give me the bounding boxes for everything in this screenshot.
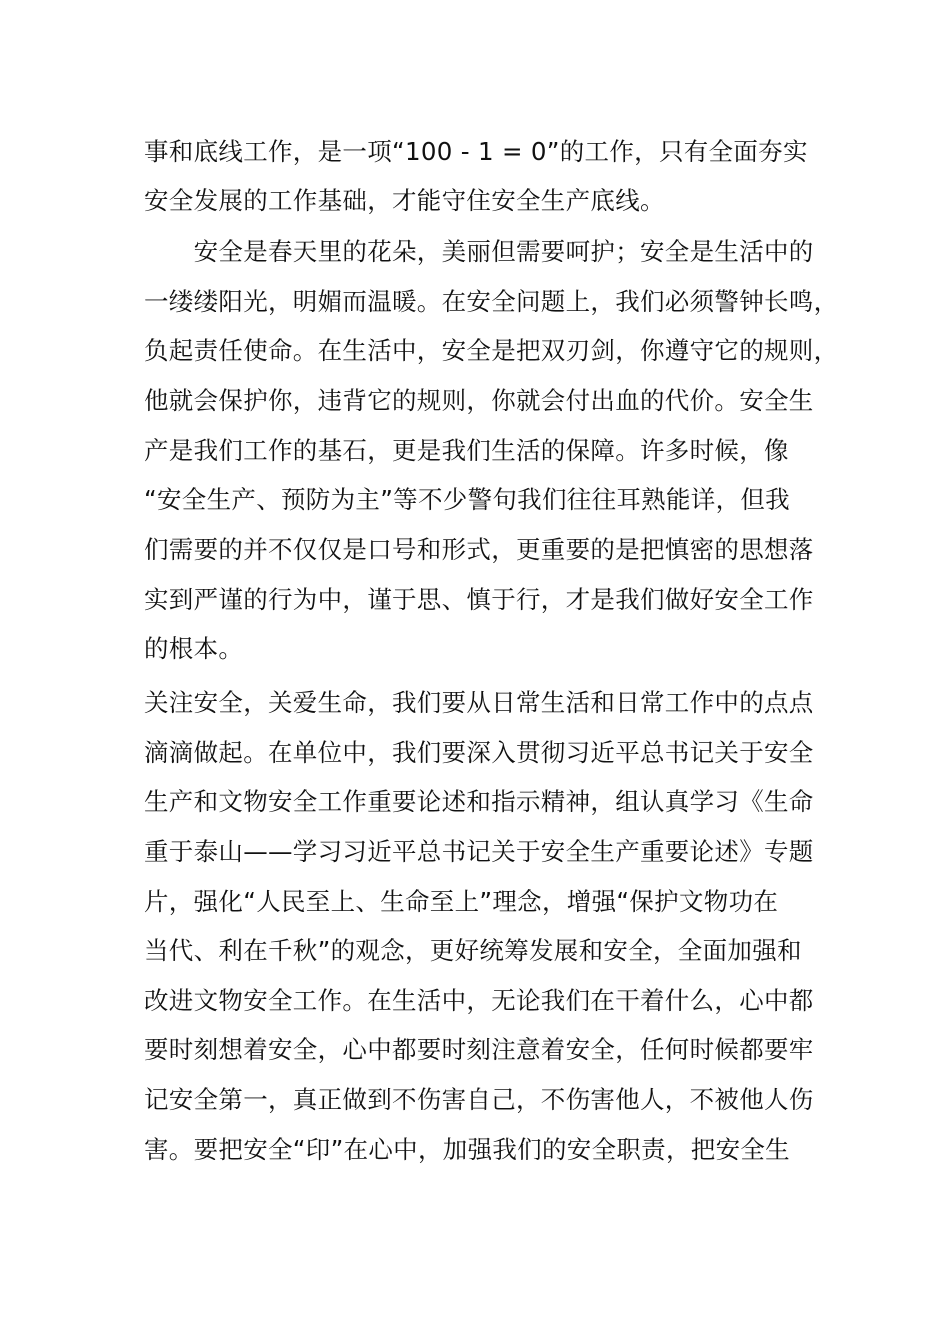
text-line: “安全生产、预防为主”等不少警句我们往往耳熟能详，但我 [144,485,790,514]
text-line: 安全发展的工作基础，才能守住安全生产底线。 [144,186,665,215]
text-line: 生产和文物安全工作重要论述和指示精神，组认真学习《生命 [144,787,814,816]
text-line: 一缕缕阳光，明媚而温暖。在安全问题上，我们必须警钟长鸣， [144,287,839,316]
text-line: 害。要把安全“印”在心中，加强我们的安全职责，把安全生 [144,1135,790,1164]
text-line: 要时刻想着安全，心中都要时刻注意着安全，任何时候都要牢 [144,1035,814,1064]
text-line: 的根本。 [144,634,244,663]
text-line: 当代、利在千秋”的观念，更好统筹发展和安全，全面加强和 [144,936,802,965]
text-line: 关注安全，关爱生命，我们要从日常生活和日常工作中的点点 [144,688,814,717]
text-line: 改进文物安全工作。在生活中，无论我们在干着什么，心中都 [144,986,814,1015]
text-line: 滴滴做起。在单位中，我们要深入贯彻习近平总书记关于安全 [144,738,814,767]
text-line: 记安全第一，真正做到不伤害自己，不伤害他人，不被他人伤 [144,1085,814,1114]
text-line: 安全是春天里的花朵，美丽但需要呵护；安全是生活中的 [144,237,814,266]
text-line: 产是我们工作的基石，更是我们生活的保障。许多时候，像 [144,436,789,465]
text-line: 事和底线工作，是一项“100 - 1 = 0”的工作，只有全面夯实 [144,137,808,166]
text-line: 片，强化“人民至上、生命至上”理念，增强“保护文物功在 [144,887,779,916]
text-line: 实到严谨的行为中，谨于思、慎于行，才是我们做好安全工作 [144,585,814,614]
text-line: 们需要的并不仅仅是口号和形式，更重要的是把慎密的思想落 [144,535,814,564]
text-line: 他就会保护你，违背它的规则，你就会付出血的代价。安全生 [144,386,814,415]
text-line: 重于泰山——学习习近平总书记关于安全生产重要论述》专题 [144,837,814,866]
text-line: 负起责任使命。在生活中，安全是把双刃剑，你遵守它的规则， [144,336,839,365]
